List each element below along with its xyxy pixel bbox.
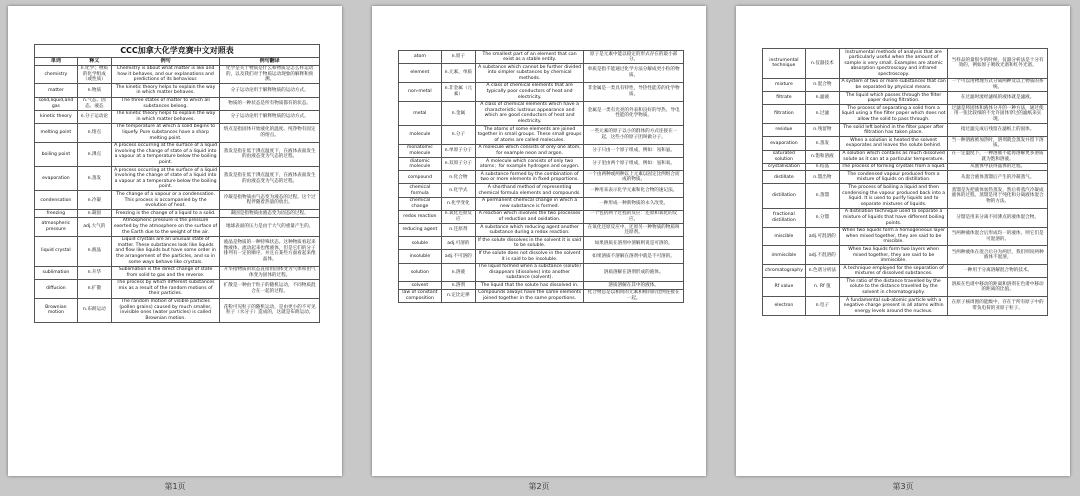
cell-translation: 非金属是一类具有特性，导热性能差的化学物质。 <box>584 82 684 101</box>
cell-meaning: n.滤液 <box>805 92 839 105</box>
cell-translation: 一个可以用物理方式分离两种及以上物质的系统。 <box>948 78 1048 91</box>
cell-example: The smallest part of an element that can exist as a stable entity. <box>475 51 583 64</box>
cell-meaning: n.溶剂 <box>441 282 475 290</box>
cell-word: chromatography <box>763 265 806 278</box>
cell-example: The liquid formed when a substance (solute) disappears (dissolves) into another substance (solvent). <box>475 263 583 282</box>
cell-translation: 冷凝是指物质由气态变为液态的过程。这个过程伴随着热量的放出。 <box>220 191 320 210</box>
cell-translation: 分馏是用来分离不同沸点的液体混合物。 <box>948 208 1048 227</box>
cell-word: soluble <box>399 237 442 250</box>
cell-meaning: adj.可溶的 <box>441 237 475 250</box>
table-row <box>399 282 684 290</box>
cell-example: The liquid that the solute has dissolved in. <box>475 282 583 290</box>
cell-meaning: n.熔点 <box>77 123 111 142</box>
table-row <box>35 65 320 84</box>
cell-meaning: adj.不可溶的 <box>441 250 475 263</box>
cell-translation: 一种形成一种新物质的永久改变。 <box>584 197 684 210</box>
cell-word: freezing <box>35 210 78 218</box>
cell-word: condensation <box>35 191 78 210</box>
table-row <box>763 265 1048 278</box>
cell-meaning: n.色谱分析法 <box>805 265 839 278</box>
cell-word: immiscible <box>763 246 806 265</box>
cell-translation: 在一定温度下，一种溶液不能再溶解更多溶质就为饱和溶液。 <box>948 150 1048 163</box>
table-row <box>763 297 1048 316</box>
table-row <box>763 92 1048 105</box>
cell-translation: 在氧化还原反应中，还原另一种物质的物质叫还原剂。 <box>584 224 684 237</box>
cell-example: Chemistry is about what matter is like and how it behaves, and our explanations and predictions of its behaviour. <box>111 65 219 84</box>
table-row <box>35 236 320 266</box>
cell-translation: 单质是指不能通过化学方法分解成更小粒的物质。 <box>584 64 684 83</box>
table-row <box>35 167 320 191</box>
cell-translation: 熔点是指固体开始液化的温度。纯净物有固定的熔点。 <box>220 123 320 142</box>
cell-meaning: n.冷凝 <box>77 191 111 210</box>
cell-example: The process of separating a solid from a liquid using a fine filter paper which does not allow the solid to pass through. <box>839 105 947 124</box>
table-row <box>763 137 1048 150</box>
table-row <box>763 49 1048 79</box>
cell-translation: 一些元素的原子以小的群体的方式连接在一起，这些小的原子团叫做分子。 <box>584 126 684 145</box>
cell-translation: 溶质溶解在溶剂形成的液体。 <box>584 263 684 282</box>
cell-meaning: n.原子 <box>441 51 475 64</box>
cell-example: When a solution is heated the solvent evaporates and leaves the solute behind. <box>839 137 947 150</box>
cell-translation: 蒸发是指在低于沸点温度下，在液体表面发生的由液态变为气态的过程。 <box>220 167 320 191</box>
cell-example: The liquid which passes through the filter paper during filtration. <box>839 92 947 105</box>
vocabulary-table <box>398 50 684 303</box>
cell-translation: 花粉可见粒子的随机运动，是由更小的不可见粒子（水分子）造成的，这就是布朗运动。 <box>220 298 320 322</box>
cell-meaning: n.定比定律 <box>441 289 475 302</box>
cell-word: miscible <box>763 227 806 246</box>
cell-example: A class of chemical elements which have a characteristic lustrous appearance and which are good conductors of heat and electricity. <box>475 101 583 125</box>
cell-example: A shorthand method of representing chemical formula elements and compounds. <box>475 184 583 197</box>
cell-example: A solution which contains as much dissolved solute as it can at a particular temperature. <box>839 150 947 163</box>
table-row <box>763 78 1048 91</box>
cell-word: redox reaction <box>399 210 442 223</box>
cell-example: Instrumental methods of analysis that are particularly useful when the amount of sample is very small. Examples are atomic absorption spectroscopy and infrared spectroscopy. <box>839 49 947 79</box>
cell-translation: 物质的一种状态是所有物质都有的状态。 <box>220 97 320 110</box>
table-row <box>399 237 684 250</box>
cell-example: A substance which reducing agent another substance during a redox reaction. <box>475 224 583 237</box>
cell-example: Sublimation is the direct change of state from solid to gas and the reverse. <box>111 266 219 279</box>
cell-meaning: n.金属 <box>441 101 475 125</box>
cell-example: A process occurring at the surface of a liquid involving the change of state of a liquid into a vapour at a temperature below the boiling point. <box>111 167 219 191</box>
table-row <box>35 84 320 97</box>
page-label-2: 第2页 <box>528 482 550 491</box>
cell-word: diatomic molecule <box>399 158 442 171</box>
cell-meaning: n.馏出物 <box>805 171 839 184</box>
table-row <box>399 184 684 197</box>
cell-word: atmospheric pressure <box>35 217 78 236</box>
cell-translation: 从混合液体蒸馏后产生的冷凝蒸气。 <box>948 171 1048 184</box>
cell-example: The ratio of the distance travelled by the solute to the distance travelled by the solvent in chromatography. <box>839 278 947 297</box>
cell-example: Compounds always have the same elements joined together in the same proportions. <box>475 289 583 302</box>
cell-word: melting point <box>35 123 78 142</box>
table-row <box>399 171 684 184</box>
cell-translation: 一种用于分离溶解混合物的技术。 <box>948 265 1048 278</box>
page-3 <box>736 6 1070 476</box>
cell-example: Liquid crystals are an unusual state of matter. These substances look like liquids and flow like liquids but have some order in the arrangement of the particles, and so in some ways behave like crystals. <box>111 236 219 266</box>
cell-word: diffusion <box>35 279 78 298</box>
table-row <box>399 144 684 157</box>
cell-example: When two liquids form two layers when mixed together, they are said to be immiscible. <box>839 246 947 265</box>
cell-example: The change of a vapour or a condensation. This process is accompanied by the evolution of heat. <box>111 191 219 210</box>
table-row <box>399 64 684 83</box>
table-row <box>763 105 1048 124</box>
cell-example: The solid left behind in the filter paper after filtration has taken place. <box>839 124 947 137</box>
cell-meaning: n.沸点 <box>77 142 111 166</box>
cell-meaning: n.物质 <box>77 84 111 97</box>
table-row <box>35 97 320 110</box>
cell-word: crystallisation <box>763 163 806 171</box>
cell-translation: 当两种液体混合后形成均一的液体，则它们是可混溶的。 <box>948 227 1048 246</box>
cell-word: non-metal <box>399 82 442 101</box>
table-row <box>35 298 320 322</box>
table-row <box>35 217 320 236</box>
cell-translation: 原子是元素中能以稳定的形式存在的最小部分。 <box>584 51 684 64</box>
table-row <box>399 82 684 101</box>
cell-example: The condensed vapour produced from a mixture of liquids on distillation. <box>839 171 947 184</box>
table-row <box>763 163 1048 171</box>
header-example: 例句 <box>111 58 219 66</box>
cell-example: A distillation technique used to separate a mixture of liquids that have different boiling points. <box>839 208 947 227</box>
page-label-3: 第3页 <box>892 482 914 491</box>
table-row <box>35 110 320 123</box>
cell-translation: 一个包括两个过程的反应：还原和氧化的反应。 <box>584 210 684 223</box>
cell-meaning: n.电子 <box>805 297 839 316</box>
cell-meaning: n.氧化还原反应 <box>441 210 475 223</box>
cell-meaning: n.仪器技术 <box>805 49 839 79</box>
cell-word: filtrate <box>763 92 806 105</box>
cell-translation: 化学是关于物质是什么和物质是怎么样运动的，以及我们对于物质运动现象的解释和预测。 <box>220 65 320 84</box>
cell-word: chemical formula <box>399 184 442 197</box>
cell-example: The process of boiling a liquid and then condensing the vapour produced back into a liquid. It is used to purify liquids and to separate mixtures of liquids. <box>839 184 947 208</box>
header-word: 单词 <box>35 58 78 66</box>
cell-translation: 如果溶质在溶剂中溶解则说是可溶的。 <box>584 237 684 250</box>
cell-meaning: n.化合物 <box>441 171 475 184</box>
cell-word: Brownian motion <box>35 298 78 322</box>
cell-meaning: n.气态、固态、液态 <box>77 97 111 110</box>
cell-translation: 过滤是将固体和液体分开的一种方法，通过使用一张比较细的不允许固体穿过的滤纸来实现。 <box>948 105 1048 124</box>
cell-translation: 分子运动论用于解释物质的运动方式。 <box>220 110 320 123</box>
cell-example: A system of two or more substances that can be separated by physical means. <box>841 79 946 91</box>
table-row <box>35 123 320 142</box>
cell-meaning: n.升华 <box>77 266 111 279</box>
cell-word: evaporation <box>763 137 806 150</box>
cell-word: fractional distillation <box>763 208 806 227</box>
cell-word: boiling point <box>35 142 78 166</box>
cell-word: reducing agent <box>399 224 442 237</box>
cell-translation: 当一种溶液被加热时，溶剂就会蒸发并留下溶质。 <box>948 137 1048 150</box>
cell-meaning: n.元素，单质 <box>441 64 475 83</box>
cell-word: monatomic molecule <box>399 144 442 157</box>
cell-word: chemistry <box>35 65 78 84</box>
cell-meaning: n.化学；物质的化学组成（或性质） <box>77 65 111 84</box>
cell-translation: 在原子核周围的能级中，存在于所有原子中的带负电荷的亚原子粒子。 <box>948 297 1048 316</box>
cell-word: residue <box>763 124 806 137</box>
cell-word: Rf value <box>763 278 806 297</box>
cell-word: atom <box>399 51 442 64</box>
cell-translation: 升华指物质的状态直接由固体变为气体和由气体变为固体的过程。 <box>220 266 320 279</box>
cell-translation: 指过滤完成后残留在滤纸上的固体。 <box>948 124 1048 137</box>
table-row <box>399 224 684 237</box>
cell-translation: 如果溶质不溶解在溶剂中就是不可溶的。 <box>584 250 684 263</box>
cell-translation: 液晶是物质的一种特殊状态。这种物质看起来像液体，流动起来也像液体，但是它们的分子排列有一定的顺序，并且在某些方面看起来像晶体。 <box>220 236 320 266</box>
cell-example: A process occurring at the surface of a liquid involving the change of state of a liquid into a vapour at a temperature below the boiling point. <box>111 142 219 166</box>
cell-example: A substance which cannot be further divided into simpler substances by chemical methods. <box>475 64 583 83</box>
cell-example: The process of forming crystals from a liquid. <box>839 163 947 171</box>
cell-translation: 当两种液体在混合后分为两层，我们则说两种液体不混溶。 <box>948 246 1048 265</box>
cell-example: A permanent chemical change in which a new substance is formed. <box>475 197 583 210</box>
cell-meaning: n.过滤 <box>805 105 839 124</box>
cell-meaning: n.单原子分子 <box>441 144 475 157</box>
cell-example: The atoms of some elements are joined together in small groups. These small groups of atoms are called molecules. <box>475 126 583 145</box>
cell-meaning: n.布朗运动 <box>77 298 111 322</box>
cell-translation: 一种用来表示化学元素和化合物的速记法。 <box>584 184 684 197</box>
cell-example: A molecule which consists of only two atoms；for example hydrogen and oxygen. <box>475 158 583 171</box>
cell-meaning: n.分馏 <box>805 208 839 227</box>
cell-translation: 溶质在色谱中移动的距离和溶剂在色谱中移动的距离的比值。 <box>948 278 1048 297</box>
table-row <box>399 51 684 64</box>
cell-translation: 金属是一类有光亮的外表和良好的导热、导电性能的化学物质。 <box>584 101 684 125</box>
cell-word: solution <box>399 263 442 282</box>
cell-meaning: n.非金属（元素） <box>441 82 475 101</box>
table-row <box>35 210 320 218</box>
cell-translation: 分子里由两个原子组成，例如：氢和氧。 <box>584 158 684 171</box>
cell-translation: 蒸馏是先把液体加热蒸发，然后将蒸汽冷凝成液体的过程。蒸馏是用于纯化和分离液体混合物的方法。 <box>948 184 1048 208</box>
cell-word: compound <box>399 171 442 184</box>
table-row <box>763 150 1048 163</box>
cell-translation: 分子只由一个原子组成，例如：氖和氩。 <box>584 144 684 157</box>
table-row <box>763 227 1048 246</box>
cell-example: A reaction which involves the two processes of reduction and oxidation. <box>475 210 583 223</box>
table-row <box>399 101 684 125</box>
table-row <box>399 210 684 223</box>
cell-example: A molecule which consists of only one atom, for example neon and argon. <box>475 144 583 157</box>
cell-example: A technique employed for the separation of mixtures of dissolved substances. <box>839 265 947 278</box>
cell-word: matter <box>35 84 78 97</box>
cell-meaning: n.溶液 <box>441 263 475 282</box>
cell-example: If the solute does not dissolve in the solvent it is said to be insoluble. <box>475 250 583 263</box>
cell-translation: 地球表面的压力是由于大气的重量产生的。 <box>220 217 320 236</box>
cell-example: A fundamental sub-atomic particle with a negative charge present in all atoms within energy levels around the nucleus. <box>839 297 947 316</box>
vocabulary-table <box>34 44 320 323</box>
table-row <box>763 184 1048 208</box>
document-title: CCC加拿大化学竞赛中文对照表 <box>35 45 320 58</box>
cell-word: sublimation <box>35 266 78 279</box>
cell-word: solvent <box>399 282 442 290</box>
cell-word: distillate <box>763 171 806 184</box>
cell-word: electron <box>763 297 806 316</box>
cell-meaning: adj.不混溶的 <box>805 246 839 265</box>
cell-word: distillation <box>763 184 806 208</box>
cell-meaning: n.饱和溶液 <box>805 150 839 163</box>
cell-meaning: n.蒸馏 <box>805 184 839 208</box>
table-row <box>763 171 1048 184</box>
cell-word: law of constant composition <box>399 289 442 302</box>
cell-word: filtration <box>763 105 806 124</box>
table-row <box>399 250 684 263</box>
cell-word: insoluble <box>399 250 442 263</box>
cell-meaning: n.分子运动论 <box>77 110 111 123</box>
cell-meaning: n.凝固 <box>77 210 111 218</box>
table-row <box>399 126 684 145</box>
cell-example: The temperature at which a solid begins to liquefy. Pure substances have a sharp melting point. <box>111 123 219 142</box>
page-1 <box>8 6 342 476</box>
cell-meaning: n.分子 <box>441 126 475 145</box>
cell-example: A class of chemical elements that are typically poor conductors of heat and electricity. <box>475 82 583 101</box>
table-row <box>35 142 320 166</box>
cell-translation: 分子运动论用于解释物质的运动方式。 <box>220 84 320 97</box>
cell-example: The three states of matter to which all substances belong. <box>111 97 219 110</box>
cell-word: solid,liquid,and gas <box>35 97 78 110</box>
cell-meaning: n.液晶 <box>77 236 111 266</box>
table-row <box>763 208 1048 227</box>
cell-example: If the solute dissolves in the solvent it is said to be soluble. <box>475 237 583 250</box>
table-row <box>763 278 1048 297</box>
cell-example: Freezing is the change of a liquid to a solid. <box>111 210 219 218</box>
header-meaning: 释义 <box>77 58 111 66</box>
cell-word: liquid crystal <box>35 236 78 266</box>
table-row <box>399 197 684 210</box>
cell-meaning: n.结晶 <box>805 163 839 171</box>
cell-word: kinetic theory <box>35 110 78 123</box>
cell-meaning: n.蒸发 <box>77 167 111 191</box>
cell-meaning: n.化学变化 <box>441 197 475 210</box>
cell-word: saturated solution <box>763 150 806 163</box>
cell-meaning: n.残留物 <box>805 124 839 137</box>
table-row <box>399 158 684 171</box>
table-row <box>399 263 684 282</box>
table-row <box>399 289 684 302</box>
cell-translation: 溶质溶解在其中的液体。 <box>584 282 684 290</box>
cell-meaning: n. Rf 值 <box>805 278 839 297</box>
cell-word: mixture <box>763 78 806 91</box>
cell-meaning: n.还原剂 <box>441 224 475 237</box>
table-row <box>35 266 320 279</box>
cell-translation: 化合物总是以相同的元素和相同的比例连接在一起。 <box>584 289 684 302</box>
cell-translation: 蒸发是指在低于沸点温度下，在液体表面发生的由液态变为气态的过程。 <box>220 142 320 166</box>
table-row <box>35 279 320 298</box>
cell-meaning: n.混合物 <box>805 78 839 91</box>
cell-translation: 扩散是一种由于粒子的随机运动，不同物质混合在一起的过程。 <box>220 279 320 298</box>
cell-example: The kinetic theory helps to explain the way in which matter behaves. <box>111 84 219 97</box>
cell-word: evaporation <box>35 167 78 191</box>
cell-translation: 在过滤时流经滤纸的液体就是滤液。 <box>948 92 1048 105</box>
cell-meaning: n.双原子分子 <box>441 158 475 171</box>
cell-meaning: adj.可混溶的 <box>805 227 839 246</box>
table-row <box>763 246 1048 265</box>
cell-example: Atmospheric pressure is the pressure exerted by the atmosphere on the surface of the Earth due to the weight of the air. <box>111 217 219 236</box>
cell-example: The process by which different substances mix as a result of the random motions of their particles. <box>111 279 219 298</box>
cell-meaning: n.蒸发 <box>805 137 839 150</box>
page-2 <box>372 6 706 476</box>
cell-word: instrumental technique <box>763 49 806 79</box>
cell-word: element <box>399 64 442 83</box>
cell-translation: 当样品的量很少的时候，仪器分析法是十分有效的，例如原子吸收光谱和红外光谱。 <box>948 49 1048 79</box>
cell-example: When two liquids form a homogeneous layer when mixed together, they are said to be miscible. <box>839 227 947 246</box>
cell-word: molecule <box>399 126 442 145</box>
table-row <box>35 191 320 210</box>
cell-meaning: n.化学式 <box>441 184 475 197</box>
cell-example: A substance formed by the combination of two or more elements in fixed proportions. <box>475 171 583 184</box>
cell-meaning: n.扩散 <box>77 279 111 298</box>
cell-translation: 一个由两种或两种以上元素以固定比例组合而成的物质。 <box>584 171 684 184</box>
cell-example: The random motion of visible particles (pollen grains) caused by much smaller, invisible ones (water particles) is called Brownian motion. <box>111 298 219 322</box>
cell-word: chemical change <box>399 197 442 210</box>
cell-example: The kinetic theory helps to explain the way in which matter behaves. <box>111 110 219 123</box>
table-row <box>763 124 1048 137</box>
vocabulary-table <box>762 48 1048 316</box>
cell-translation: 凝固是指物质由液态变为固态的过程。 <box>220 210 320 218</box>
page-label-1: 第1页 <box>164 482 186 491</box>
cell-meaning: adj.大气的 <box>77 217 111 236</box>
header-translation: 例句翻译 <box>220 58 320 66</box>
cell-translation: 从液体中获得晶体的过程。 <box>948 163 1048 171</box>
cell-word: metal <box>399 101 442 125</box>
